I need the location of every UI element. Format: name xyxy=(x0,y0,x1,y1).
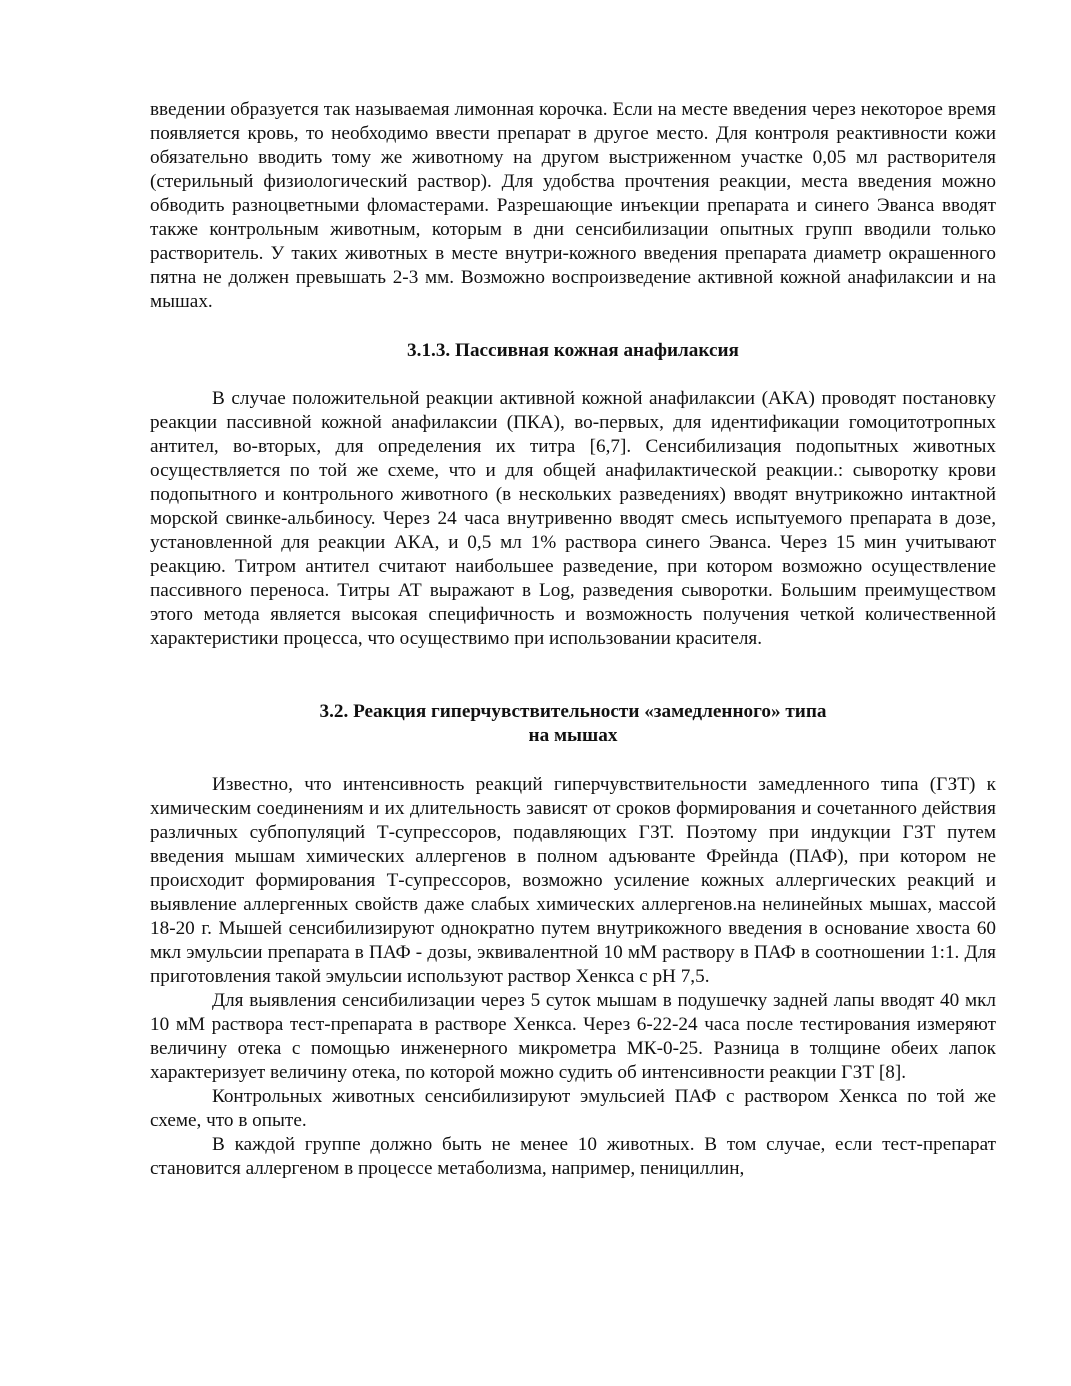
paragraph-dth-intro: Известно, что интенсивность реакций гиперчувствительности замедленного типа (ГЗТ) к химическим соединениям и их длительность зависят от сроков формирования и сочетанного действия различных субпопуляций Т-супрессоров, подавляющих ГЗТ. Поэтому при индукции ГЗТ путем введения мышам химических аллергенов в полном адъюванте Фрейнда (ПАФ), при котором не происходит формирования Т-супрессоров, возможно усиление кожных аллергических реакций и выявление аллергенных свойств даже слабых химических аллергенов.на нелинейных мышах, массой 18-20 г. Мышей сенсибилизируют однократно путем внутрикожного введения в основание хвоста 60 мкл эмульсии препарата в ПАФ - дозы, эквивалентной 10 мМ раствору в ПАФ в соотношении 1:1. Для приготовления такой эмульсии используют раствор Хенкса с pH 7,5. xyxy=(150,774,996,987)
paragraph-active-anaphylaxis-end: введении образуется так называемая лимонная корочка. Если на месте введения через некоторое время появляется кровь, то необходимо ввести препарат в другое место. Для контроля реактивности кожи обязательно вводить тому же животному на другом выстриженном участке 0,05 мл растворителя (стерильный физиологический раствор). Для удобства прочтения реакции, места введения можно обводить разноцветными фломастерами. Разрешающие инъекции препарата и синего Эванса вводят также контрольным животным, которым в дни сенсибилизации опытных групп вводили только растворитель. У таких животных в месте внутри-кожного введения препарата диаметр окрашенного пятна не должен превышать 2-3 мм. Возможно воспроизведение активной кожной анафилаксии и на мышах. xyxy=(150,99,996,312)
paragraph-passive-anaphylaxis: В случае положительной реакции активной кожной анафилаксии (АКА) проводят постановку реакции пассивной кожной анафилаксии (ПКА), во-первых, для идентификации гомоцитотропных антител, во-вторых, для определения их титра [6,7]. Сенсибилизация подопытных животных осуществляется по той же схеме, что и для общей анафилактической реакции.: сыворотку крови подопытного и контрольного животного (в нескольких разведениях) вводят внутрикожно интактной морской свинке-альбиносу. Через 24 часа внутривенно вводят смесь испытуемого препарата в дозе, установленной для реакции АКА, и 0,5 мл 1% раствора синего Эванса. Через 15 мин учитывают реакцию. Титром антител считают наибольшее разведение, при котором возможно осуществление пассивного переноса. Титры АТ выражают в Log, разведения сыворотки. Большим преимуществом этого метода является высокая специфичность и возможность получения четкой количественной характеристики процесса, что осуществимо при использовании красителя. xyxy=(150,388,996,649)
section-heading-3-2 xyxy=(150,700,996,748)
paragraph-dth-control: Контрольных животных сенсибилизируют эмульсией ПАФ с раствором Хенкса по той же схеме, что в опыте. xyxy=(150,1086,996,1131)
paragraph-dth-groups: В каждой группе должно быть не менее 10 животных. В том случае, если тест-препарат становится аллергеном в процессе метаболизма, например, пенициллин, xyxy=(150,1134,996,1179)
document-page xyxy=(150,98,996,1181)
section-heading-3-1-3: 3.1.3. Пассивная кожная анафилаксия xyxy=(407,340,739,361)
section-heading-3-2-line2: на мышах xyxy=(528,725,618,746)
paragraph-dth-detection: Для выявления сенсибилизации через 5 суток мышам в подушечку задней лапы вводят 40 мкл 10 мМ раствора тест-препарата в растворе Хенкса. Через 6-22-24 часа после тестирования измеряют величину отека с помощью инженерного микрометра МК-0-25. Разница в толщине обеих лапок характеризует величину отека, по которой можно судить об интенсивности реакции ГЗТ [8]. xyxy=(150,990,996,1083)
section-heading-3-2-line1: 3.2. Реакция гиперчувствительности «замедленного» типа xyxy=(319,701,827,722)
